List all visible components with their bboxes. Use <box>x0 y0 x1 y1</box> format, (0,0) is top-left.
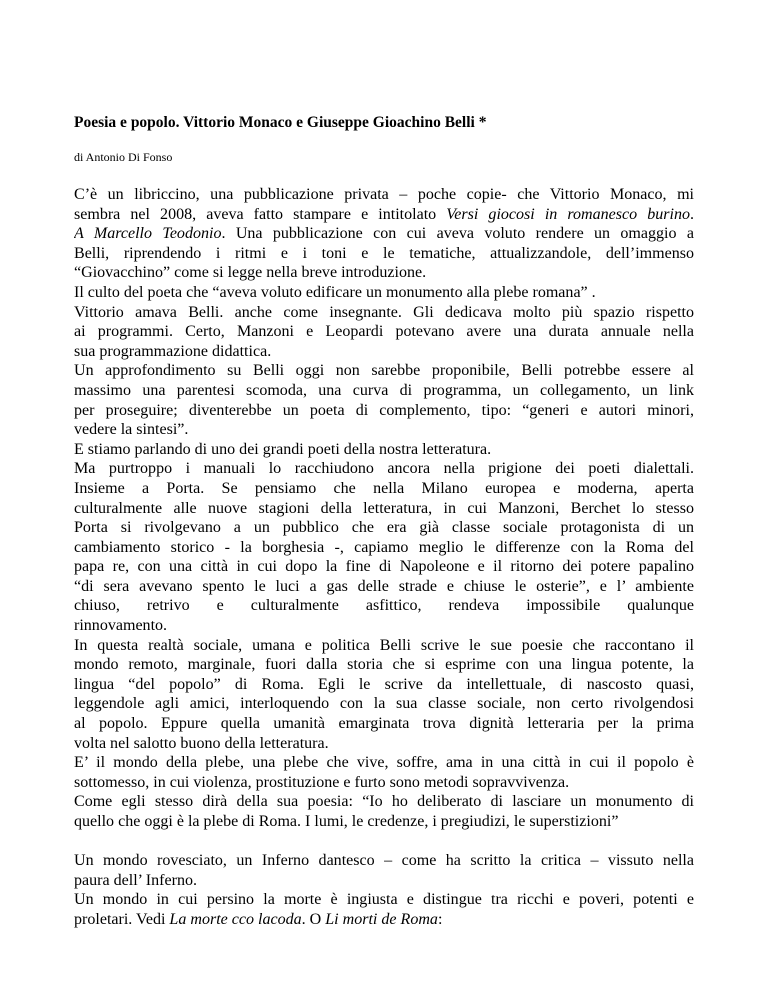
text-run: Porta si rivolgevano a un pubblico che era già classe sociale protagonista di un <box>74 519 694 537</box>
text-run: rinnovamento. <box>74 617 168 635</box>
italic-title: Li morti de Roma <box>325 910 438 928</box>
text-line <box>74 773 694 793</box>
text-line <box>74 694 694 714</box>
text-line <box>74 871 694 891</box>
text-line <box>74 812 694 832</box>
text-line <box>74 263 694 283</box>
text-line <box>74 440 694 460</box>
text-line <box>74 675 694 695</box>
text-line <box>74 381 694 401</box>
text-run: proletari. Vedi <box>74 910 170 928</box>
text-line <box>74 734 694 754</box>
author-byline: di Antonio Di Fonso <box>74 150 173 164</box>
text-run: . <box>689 205 694 223</box>
text-line <box>74 596 694 616</box>
text-run: ai programmi. Certo, Manzoni e Leopardi potevano avere una durata annuale nella <box>74 323 694 341</box>
text-run: papa re, con una città in cui dopo la fine di Napoleone e il ritorno dei potere papalino <box>74 558 694 576</box>
text-run: al popolo. Eppure quella umanità emarginata trova dignità letteraria per la prima <box>74 715 694 733</box>
paragraph-gap <box>74 832 694 852</box>
text-line <box>74 518 694 538</box>
text-line <box>74 655 694 675</box>
text-line <box>74 420 694 440</box>
text-line <box>74 714 694 734</box>
text-line <box>74 910 694 930</box>
text-run: chiuso, retrivo e culturalmente asfittico, rendeva impossibile qualunque <box>74 597 694 615</box>
text-run: per proseguire; diventerebbe un poeta di complemento, tipo: “generi e autori minori, <box>74 401 694 419</box>
text-run: “Giovacchino” come si legge nella breve introduzione. <box>74 264 427 282</box>
text-run: Vittorio amava Belli. anche come insegnante. Gli dedicava molto più spazio rispetto <box>74 303 694 321</box>
text-line <box>74 636 694 656</box>
text-run: Belli, riprendendo i ritmi e i toni e le tematiche, attualizzandole, dell’immenso <box>74 244 694 262</box>
text-run: “di sera avevano spento le luci a gas delle strade e chiuse le osterie”, e l’ ambiente <box>74 577 694 595</box>
text-line <box>74 499 694 519</box>
text-line <box>74 283 694 303</box>
text-run: E’ il mondo della plebe, una plebe che vive, soffre, ama in una città in cui il popolo è <box>74 754 694 772</box>
text-run: In questa realtà sociale, umana e politica Belli scrive le sue poesie che raccontano il <box>74 636 694 654</box>
text-line <box>74 792 694 812</box>
italic-title: A Marcello Teodonio <box>74 225 222 243</box>
text-line <box>74 538 694 558</box>
text-run: . O <box>301 910 326 928</box>
text-run: E stiamo parlando di uno dei grandi poeti della nostra letteratura. <box>74 440 492 458</box>
text-run: leggendole agli amici, interloquendo con la sua classe sociale, non certo rivolgendosi <box>74 695 694 713</box>
text-run: cambiamento storico - la borghesia -, capiamo meglio le differenze con la Roma del <box>74 538 694 556</box>
text-run: . Una pubblicazione con cui aveva voluto rendere un omaggio a <box>221 225 694 243</box>
text-run: Un approfondimento su Belli oggi non sarebbe proponibile, Belli potrebbe essere al <box>74 362 694 380</box>
text-run: Ma purtroppo i manuali lo racchiudono ancora nella prigione dei poeti dialettali. <box>74 460 694 478</box>
text-line <box>74 577 694 597</box>
text-run: Il culto del poeta che “aveva voluto edificare un monumento alla plebe romana” . <box>74 283 596 301</box>
text-line <box>74 361 694 381</box>
text-line <box>74 205 694 225</box>
text-line <box>74 616 694 636</box>
text-line <box>74 890 694 910</box>
text-run: : <box>437 910 443 928</box>
text-line <box>74 557 694 577</box>
text-line <box>74 459 694 479</box>
text-run: paura dell’ Inferno. <box>74 871 197 889</box>
text-line <box>74 479 694 499</box>
italic-title: Versi giocosi in romanesco burino <box>446 205 690 223</box>
text-line <box>74 244 694 264</box>
text-line <box>74 185 694 205</box>
text-line <box>74 851 694 871</box>
text-run: volta nel salotto buono della letteratura. <box>74 734 329 752</box>
text-run: Un mondo rovesciato, un Inferno dantesco – come ha scritto la critica – vissuto nella <box>74 852 694 870</box>
text-run: sembra nel 2008, aveva fatto stampare e intitolato <box>74 205 447 223</box>
text-run: sottomesso, in cui violenza, prostituzione e furto sono metodi sopravvivenza. <box>74 773 570 791</box>
text-run: C’è un libriccino, una pubblicazione privata – poche copie- che Vittorio Monaco, mi <box>74 186 694 203</box>
document-page <box>74 113 694 930</box>
text-run: quello che oggi è la plebe di Roma. I lumi, le credenze, i pregiudizi, le superstizioni” <box>74 813 619 830</box>
italic-title: La morte cco lacoda <box>169 910 302 928</box>
text-line <box>74 342 694 362</box>
text-run: culturalmente alle nuove stagioni della letteratura, in cui Manzoni, Berchet lo stesso <box>74 499 694 517</box>
text-run: massimo una parentesi scomoda, una curva di programma, un collegamento, un link <box>74 381 694 399</box>
text-line <box>74 224 694 244</box>
text-line <box>74 401 694 421</box>
text-run: lingua “del popolo” di Roma. Egli le scrive da intellettuale, di nascosto quasi, <box>74 675 694 693</box>
text-run: Come egli stesso dirà della sua poesia: “Io ho deliberato di lasciare un monumento di <box>74 793 694 811</box>
text-run: mondo remoto, marginale, fuori dalla storia che si esprime con una lingua potente, la <box>74 656 694 674</box>
text-line <box>74 753 694 773</box>
text-run: Insieme a Porta. Se pensiamo che nella Milano europea e moderna, aperta <box>74 479 694 497</box>
document-title: Poesia e popolo. Vittorio Monaco e Giuseppe Gioachino Belli * <box>74 114 487 131</box>
text-run: vedere la sintesi”. <box>74 421 189 439</box>
text-line <box>74 322 694 342</box>
text-run: Un mondo in cui persino la morte è ingiusta e distingue tra ricchi e poveri, potenti e <box>74 891 694 909</box>
text-run: sua programmazione didattica. <box>74 342 272 360</box>
article-body <box>74 185 694 930</box>
text-line <box>74 303 694 323</box>
